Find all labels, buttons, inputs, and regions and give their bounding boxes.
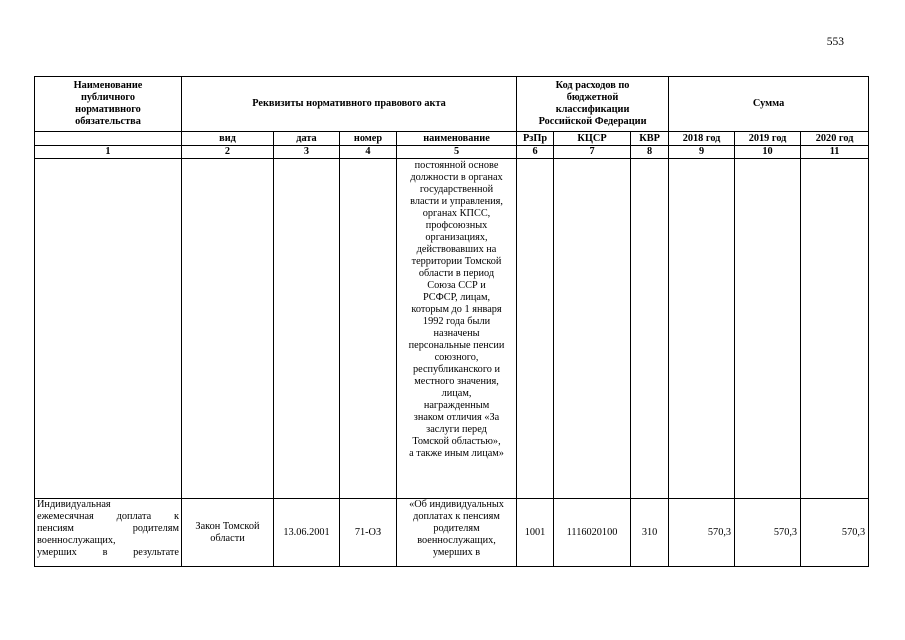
header-title: наименование [397,132,517,146]
text-line: РСФСР, лицам, [422,292,491,303]
header-kvr: КВР [631,132,669,146]
cell-empty [340,159,397,499]
text-line: республиканского и [413,364,501,375]
table-row-obligation [35,499,869,567]
text-line: лицам, [441,388,472,399]
header-obligation-line: нормативного [75,104,141,115]
text-line: государственной [419,184,494,195]
text-line: должности в органах [410,172,503,183]
header-row-main [35,77,869,132]
text-line: пенсиям родителям [37,523,179,534]
text-line: территории Томской [411,256,502,267]
cell-act-number: 71-ОЗ [340,499,397,567]
column-numbers-row [35,146,869,159]
cell-empty [801,159,869,499]
header-obligation-line: публичного [80,92,135,103]
budget-obligations-table [34,76,869,567]
header-obligation-line: Наименование [73,80,143,91]
text-line: Томской областью», [412,436,501,447]
text-line: награжденным [423,400,490,411]
text-line: постоянной основе [414,160,499,171]
column-number: 11 [801,146,869,159]
text-line: которым до 1 января [411,304,502,315]
header-budget-code-line: Российской Федерации [538,116,647,127]
text-line: доплатах к пенсиям [413,511,500,522]
cell-sum-2018: 570,3 [669,499,735,567]
column-number: 10 [735,146,801,159]
header-date: дата [274,132,340,146]
cell-rzpr: 1001 [517,499,554,567]
column-number: 3 [274,146,340,159]
header-year-2020: 2020 год [801,132,869,146]
text-line: назначены [433,328,480,339]
cell-empty [517,159,554,499]
column-number: 6 [517,146,554,159]
text-line: действовавших на [416,244,497,255]
header-budget-code-line: Код расходов по [555,80,630,91]
header-vid: вид [182,132,274,146]
header-rzpr: РзПр [517,132,554,146]
cell-act-date: 13.06.2001 [274,499,340,567]
cell-empty [35,159,182,499]
header-number: номер [340,132,397,146]
page-number: 553 [826,36,844,48]
header-budget-code-line: классификации [555,104,630,115]
text-line: «Об индивидуальных [409,499,504,510]
header-obligation-name [35,77,182,132]
text-line: Индивидуальная [37,499,111,510]
table-row-continuation [35,159,869,499]
cell-empty [669,159,735,499]
text-line: местного значения, [414,376,499,387]
text-line: умерших в [432,547,481,558]
header-sum: Сумма [669,77,869,132]
text-line: органах КПСС, [422,208,491,219]
cell-sum-2019: 570,3 [735,499,801,567]
header-year-2019: 2019 год [735,132,801,146]
header-sub-empty [35,132,182,146]
cell-empty [274,159,340,499]
column-number: 4 [340,146,397,159]
column-number: 8 [631,146,669,159]
cell-act-type: Закон Томской области [182,499,274,567]
cell-empty [735,159,801,499]
header-row-sub [35,132,869,146]
text-line: знаком отличия «За [413,412,500,423]
cell-obligation-name [35,499,182,567]
cell-empty [631,159,669,499]
cell-kvr: 310 [631,499,669,567]
text-line: военнослужащих, [37,535,116,546]
cell-empty [554,159,631,499]
text-line: персональные пенсии [408,340,505,351]
text-line: умерших в результате [37,547,179,558]
column-number: 1 [35,146,182,159]
header-year-2018: 2018 год [669,132,735,146]
cell-sum-2020: 570,3 [801,499,869,567]
text-line: военнослужащих, [417,535,496,546]
header-requisites: Реквизиты нормативного правового акта [182,77,517,132]
cell-kcsr: 1116020100 [554,499,631,567]
column-number: 2 [182,146,274,159]
cell-act-title-continued [397,159,517,499]
text-line: родителям [433,523,480,534]
header-budget-code-line: бюджетной [566,92,619,103]
column-number: 9 [669,146,735,159]
cell-act-title [397,499,517,567]
text-line: Союза ССР и [427,280,486,291]
text-line: заслуги перед [426,424,487,435]
header-obligation-line: обязательства [75,116,141,127]
text-line: области в период [418,268,495,279]
text-line: профсоюзных [425,220,488,231]
text-line: организациях, [425,232,488,243]
header-budget-code [517,77,669,132]
text-line: союзного, [434,352,479,363]
column-number: 5 [397,146,517,159]
cell-empty [182,159,274,499]
header-kcsr: КЦСР [554,132,631,146]
text-line: ежемесячная доплата к [37,511,179,522]
text-line: а также иным лицам» [409,448,504,459]
text-line: 1992 года были [422,316,491,327]
column-number: 7 [554,146,631,159]
text-line: власти и управления, [410,196,503,207]
